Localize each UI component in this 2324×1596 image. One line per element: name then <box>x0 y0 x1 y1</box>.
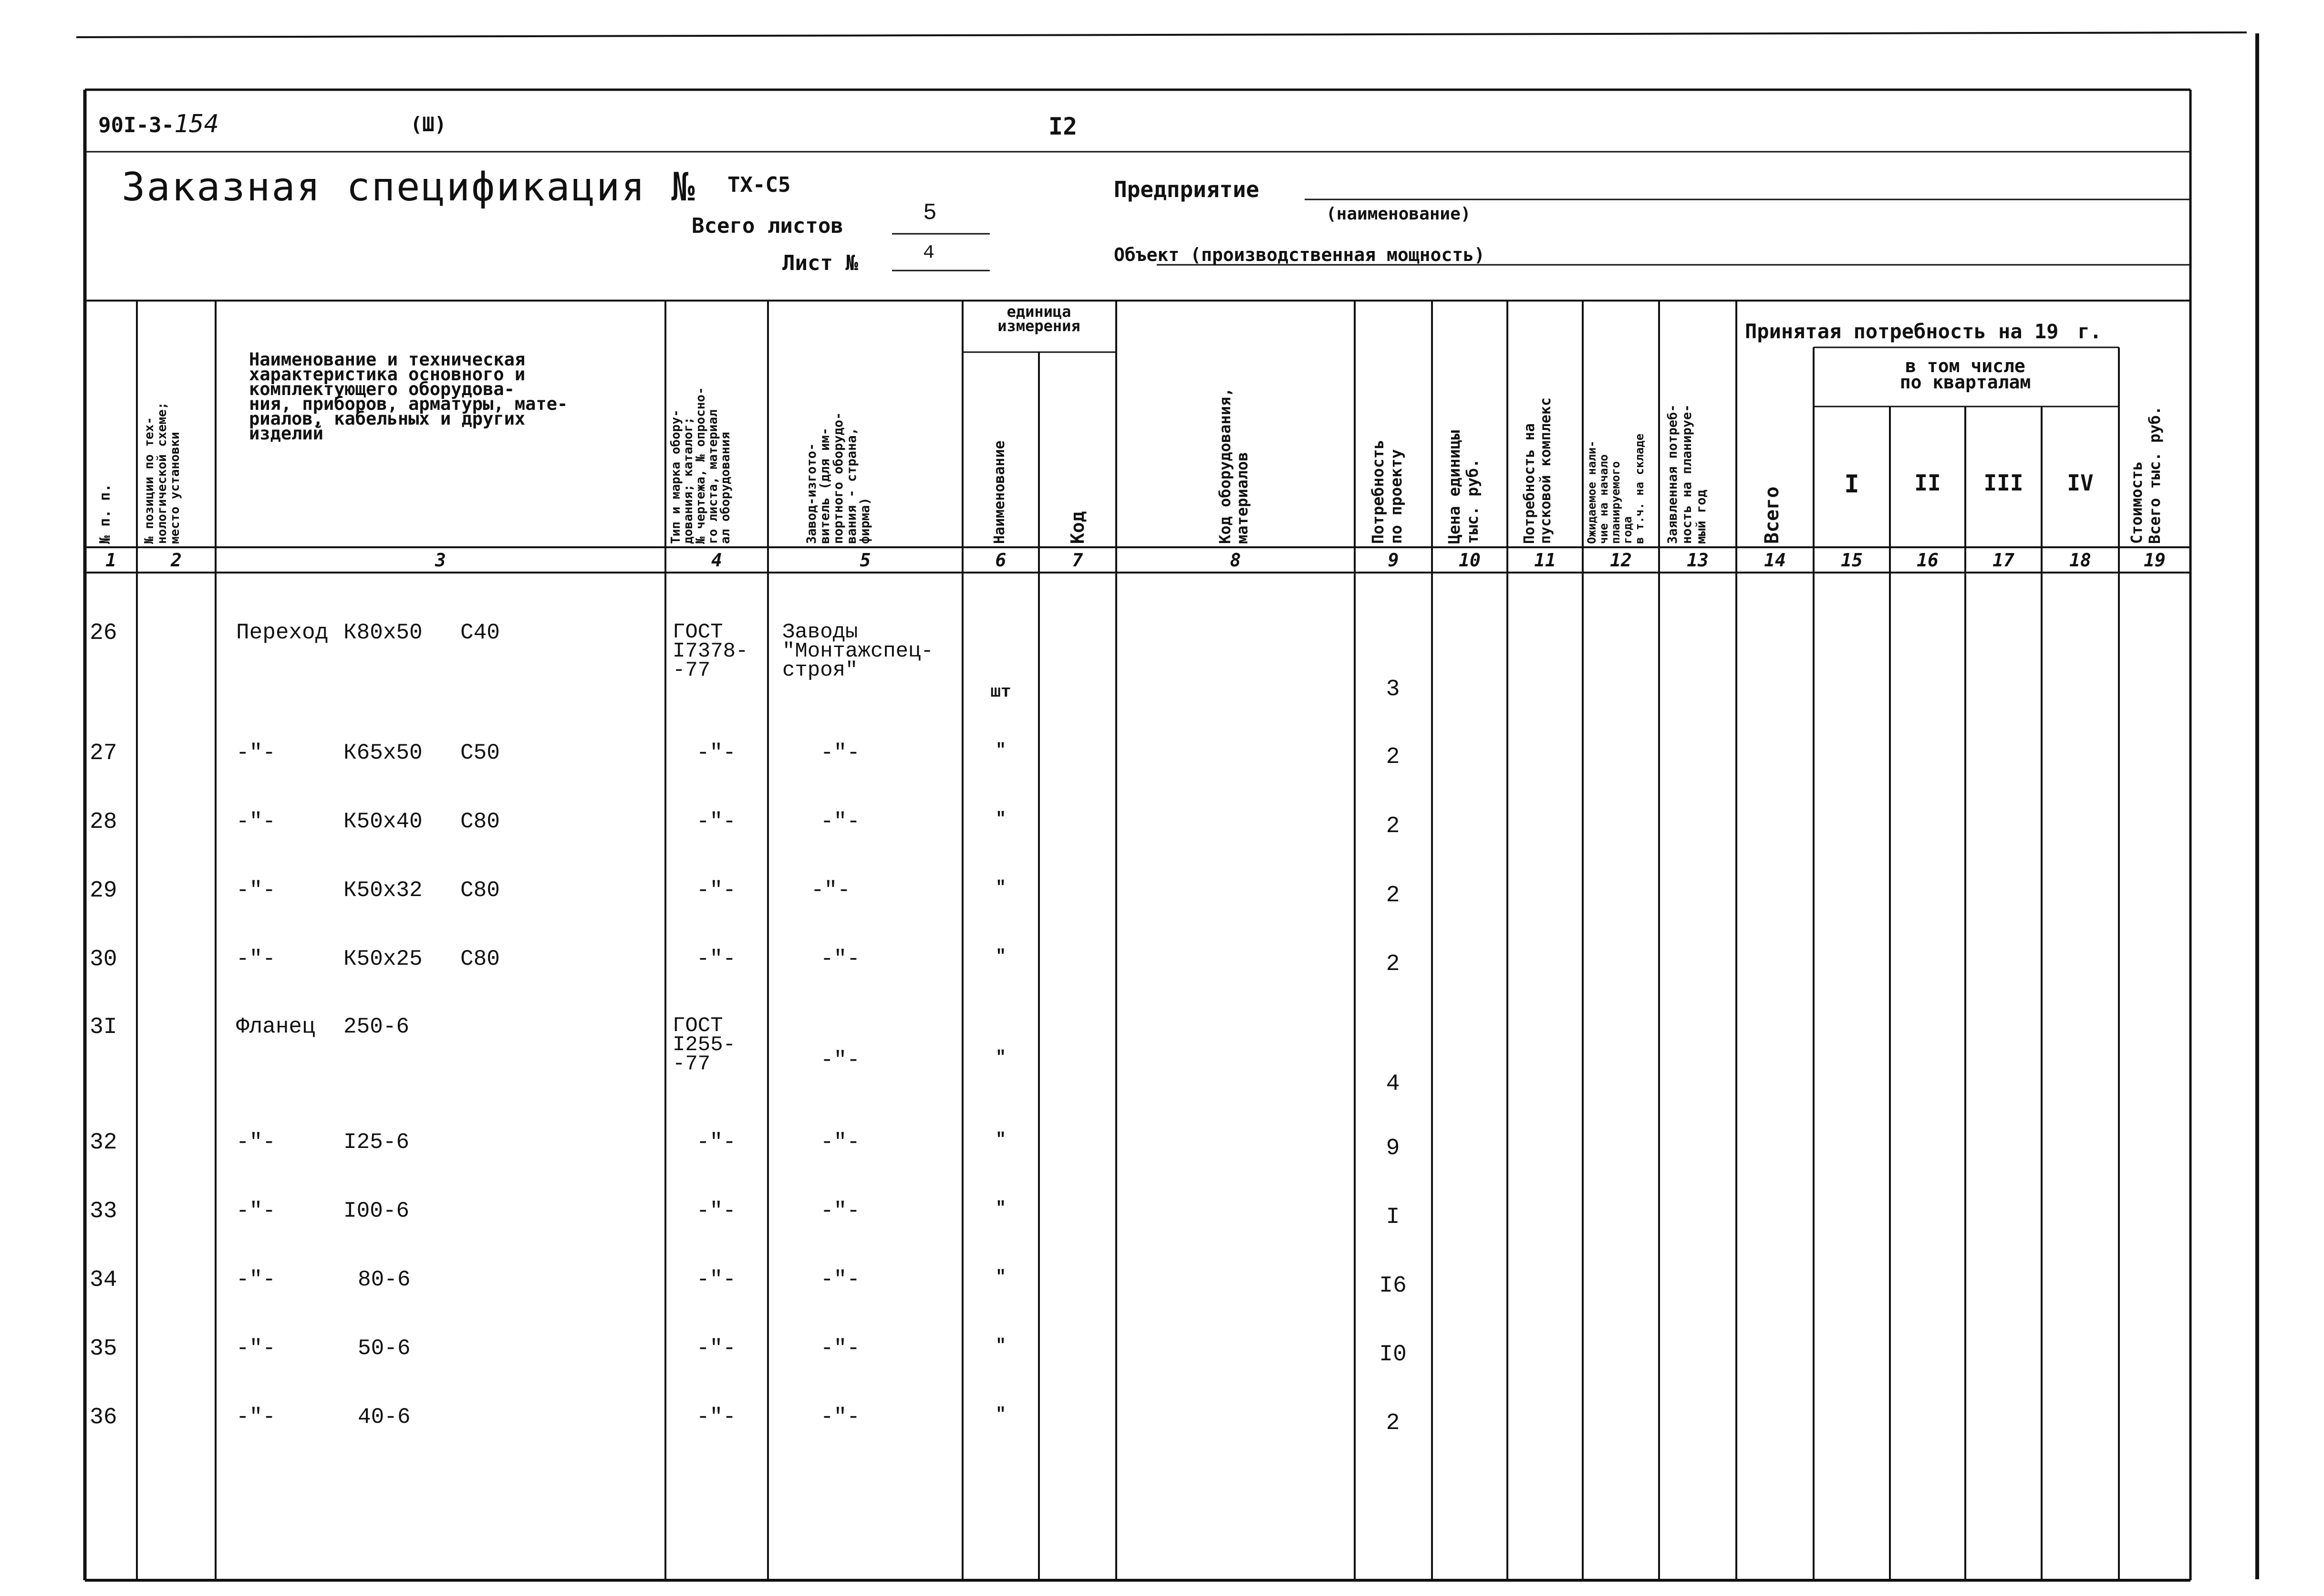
row-number: 27 <box>90 741 117 766</box>
item-type: -"- <box>696 809 736 834</box>
enterprise-label: Предприятие <box>1114 177 1259 202</box>
item-mark: 80-6 <box>358 1267 411 1292</box>
row-number: 34 <box>90 1267 117 1293</box>
item-qty: 9 <box>1386 1136 1400 1161</box>
header-col13: Заявленная потреб- ность на планируе- мый год <box>1665 404 1709 544</box>
spec-number: ТХ-С5 <box>727 173 791 197</box>
col-number: 15 <box>1841 550 1863 571</box>
header-col6: Наименование <box>991 440 1008 544</box>
col-number: 13 <box>1687 550 1709 571</box>
row-number: 3I <box>90 1014 117 1040</box>
header-col19: Стоимость Всего тыс. руб. <box>2127 406 2164 544</box>
item-name: -"- <box>236 1336 276 1361</box>
item-mark: К50х32 <box>343 878 423 903</box>
item-unit: " <box>996 1199 1006 1218</box>
header-col10: Цена единицы тыс. руб. <box>1445 430 1482 544</box>
item-name: -"- <box>236 809 276 834</box>
header-col5: Завод-изгото- витель (для им- портного оборудо- вания - страна, фирма) <box>804 412 872 544</box>
item-unit: шт <box>990 682 1011 702</box>
col-number: 18 <box>2069 550 2091 571</box>
doc-code: 90I-3-154 <box>98 110 219 138</box>
header-q3: III <box>1983 470 2023 496</box>
row-number: 32 <box>90 1130 117 1156</box>
item-type: -"- <box>696 1405 736 1429</box>
item-maker: -"- <box>811 878 851 903</box>
col-number: 1 <box>105 550 116 571</box>
item-qty: 4 <box>1386 1071 1400 1097</box>
item-mark: К80х50 <box>343 620 423 645</box>
header-unit-group: единица измерения <box>997 303 1080 335</box>
col-number: 16 <box>1917 550 1939 571</box>
object-label: Объект (производственная мощность) <box>1114 244 1485 265</box>
item-qty: I6 <box>1379 1273 1407 1299</box>
item-mark: К50х25 <box>343 947 423 971</box>
item-name: -"- <box>236 1405 276 1429</box>
header-col8: Код оборудования, материалов <box>1216 387 1251 544</box>
item-maker: -"- <box>820 741 860 765</box>
col-number: 6 <box>995 550 1006 571</box>
item-maker: -"- <box>820 1130 860 1155</box>
row-number: 29 <box>90 878 117 904</box>
header-col1: № п. п. <box>97 483 114 544</box>
col-number: 17 <box>1992 550 2014 571</box>
item-qty: I0 <box>1379 1342 1407 1367</box>
item-qty: 2 <box>1386 814 1400 839</box>
item-qty: 2 <box>1386 744 1400 770</box>
item-mark: 40-6 <box>358 1405 411 1429</box>
item-name: -"- <box>236 878 276 903</box>
total-sheets-value: 5 <box>923 200 937 226</box>
item-grade: С40 <box>460 620 500 645</box>
spec-title: Заказная спецификация № <box>122 165 696 210</box>
col-number: 19 <box>2144 550 2166 571</box>
row-number: 35 <box>90 1336 117 1362</box>
item-unit: " <box>996 1130 1006 1149</box>
item-qty: 3 <box>1386 677 1400 702</box>
header-col9: Потребность по проекту <box>1369 439 1405 544</box>
item-unit: " <box>996 1267 1006 1287</box>
item-maker: -"- <box>820 947 860 971</box>
item-maker: -"- <box>820 809 860 834</box>
col-number: 2 <box>171 550 182 571</box>
item-unit: " <box>996 809 1006 829</box>
col-number: 7 <box>1072 550 1083 571</box>
header-q2: II <box>1914 470 1941 496</box>
header-col11: Потребность на пусковой комплекс <box>1521 397 1554 544</box>
item-maker: -"- <box>820 1267 860 1292</box>
col-number: 3 <box>435 550 446 571</box>
item-type: ГОСТ I255- -77 <box>673 1014 736 1076</box>
sheet-label: Лист № <box>782 251 858 275</box>
item-type: -"- <box>696 947 736 971</box>
item-qty: 2 <box>1386 1410 1400 1436</box>
item-name: -"- <box>236 1199 276 1223</box>
col-number: 8 <box>1230 550 1241 571</box>
col-number: 10 <box>1459 550 1481 571</box>
header-col14: Всего <box>1761 486 1783 544</box>
item-type: -"- <box>696 1267 736 1292</box>
header-q4: IV <box>2067 470 2094 496</box>
item-maker: -"- <box>820 1199 860 1223</box>
item-unit: " <box>996 1405 1006 1424</box>
col-number: 5 <box>860 550 871 571</box>
item-unit: " <box>996 741 1006 760</box>
item-mark: К50х40 <box>343 809 423 834</box>
item-grade: С80 <box>460 809 500 834</box>
item-name: -"- <box>236 1130 276 1155</box>
item-maker: -"- <box>820 1048 860 1073</box>
item-grade: С80 <box>460 878 500 903</box>
item-name: Фланец <box>236 1014 315 1039</box>
item-qty: 2 <box>1386 883 1400 908</box>
item-unit: " <box>996 878 1006 897</box>
col-number: 9 <box>1388 550 1399 571</box>
item-type: -"- <box>696 878 736 903</box>
col-number: 14 <box>1764 550 1786 571</box>
item-name: Переход <box>236 620 329 645</box>
item-name: -"- <box>236 947 276 971</box>
item-mark: 50-6 <box>358 1336 411 1361</box>
item-unit: " <box>996 947 1006 966</box>
item-maker: -"- <box>820 1336 860 1361</box>
row-number: 28 <box>90 809 117 835</box>
item-grade: С80 <box>460 947 500 971</box>
sheet-value: 4 <box>923 242 935 264</box>
row-number: 36 <box>90 1405 117 1430</box>
item-qty: I <box>1386 1204 1400 1230</box>
item-name: -"- <box>236 1267 276 1292</box>
page-number: I2 <box>1048 113 1078 140</box>
item-name: -"- <box>236 741 276 765</box>
row-number: 26 <box>90 620 117 646</box>
header-col4: Тип и марка обору- дования; каталог; № чертежа, № опросно- го листа, материал ал оборудования <box>669 387 733 544</box>
header-col2: № позиции по тех- нологической схеме; место установки <box>142 402 182 544</box>
col-number: 11 <box>1534 550 1556 571</box>
item-type: -"- <box>696 741 736 765</box>
album-mark: (Ш) <box>410 113 446 136</box>
header-col7: Код <box>1067 511 1088 544</box>
item-qty: 2 <box>1386 951 1400 977</box>
item-maker: -"- <box>820 1405 860 1429</box>
item-type: -"- <box>696 1130 736 1155</box>
item-grade: С50 <box>460 741 500 765</box>
row-number: 33 <box>90 1199 117 1224</box>
item-unit: " <box>996 1048 1006 1067</box>
total-sheets-label: Всего листов <box>692 214 843 238</box>
item-mark: I00-6 <box>343 1199 410 1223</box>
item-mark: К65х50 <box>343 741 423 765</box>
col-number: 4 <box>711 550 722 571</box>
item-type: -"- <box>696 1199 736 1223</box>
item-mark: 250-6 <box>343 1014 410 1039</box>
item-unit: " <box>996 1336 1006 1356</box>
item-mark: I25-6 <box>343 1130 410 1155</box>
header-q1: I <box>1844 470 1859 499</box>
header-col3: Наименование и техническая характеристика основного и комплектующего оборудова- ния, приборов, арматуры, мате- риалов, кабельных и других изделий <box>249 349 568 444</box>
item-type: ГОСТ I7378- -77 <box>673 620 748 682</box>
row-number: 30 <box>90 947 117 972</box>
col-number: 12 <box>1610 550 1632 571</box>
item-type: -"- <box>696 1336 736 1361</box>
name-hint: (наименование) <box>1326 204 1471 224</box>
header-col12: Ожидаемое нали- чие на начало планируемого года в т.ч. на складе <box>1585 433 1646 544</box>
header-accepted: Принятая потребность на 19 г. <box>1745 320 2102 343</box>
item-maker: Заводы "Монтажспец- строя" <box>782 620 934 682</box>
header-quarters: в том числе по кварталам <box>1899 355 2031 393</box>
